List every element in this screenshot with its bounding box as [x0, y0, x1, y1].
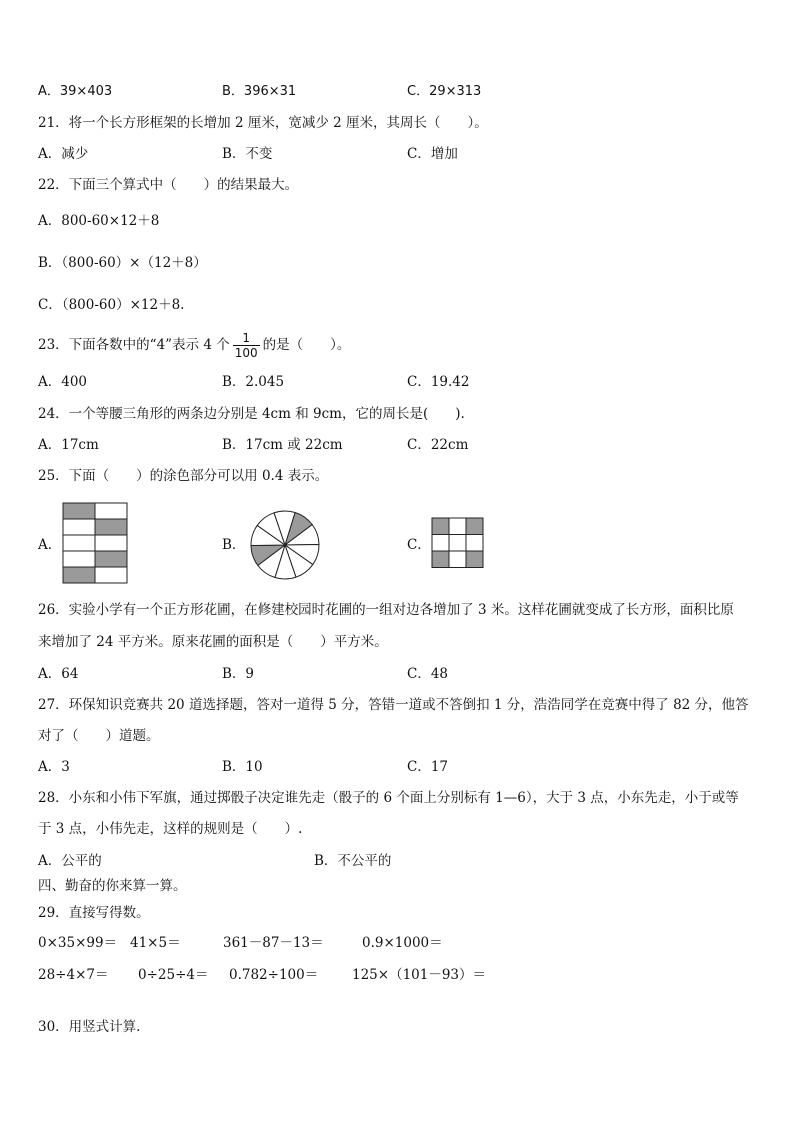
grid-a-cell	[63, 535, 95, 551]
q21-option-c: C．增加	[407, 146, 458, 162]
q29-r2-c4: 125×（101－93）＝	[352, 967, 487, 983]
q28-option-a: A．公平的	[38, 853, 102, 869]
q26-text-line1: 26．实验小学有一个正方形花圃，在修建校园时花圃的一组对边各增加了 3 米。这样花圃就变成了长方形，面积比原	[38, 602, 734, 618]
q28-text-line1: 28．小东和小伟下军旗，通过掷骰子决定谁先走（骰子的 6 个面上分别标有 1—6），大于 3 点，小东先走，小于或等	[38, 790, 739, 806]
q27-option-a: A．3	[38, 759, 70, 775]
q25-figure-c-grid	[431, 517, 485, 569]
q22-option-b: B．（800-60）×（12＋8）	[38, 255, 207, 271]
q23-option-b: B．2.045	[222, 374, 285, 390]
q28-text-line2: 于 3 点，小伟先走，这样的规则是（ ）.	[38, 821, 303, 837]
grid-a-cell	[95, 551, 127, 567]
q23-text	[38, 330, 350, 360]
grid-c-cell	[449, 518, 466, 535]
q25-figure-a-grid	[62, 502, 128, 584]
q23-fraction-numerator: 1	[242, 331, 251, 345]
q30-text: 30．用竖式计算.	[38, 1019, 141, 1035]
q24-option-a: A．17cm	[38, 437, 99, 453]
grid-c-cell	[466, 535, 483, 552]
q20-option-a: A．39×403	[38, 84, 113, 99]
q26-option-c: C．48	[407, 666, 449, 682]
grid-c-cell	[449, 535, 466, 552]
q26-text-line2: 来增加了 24 平方米。原来花圃的面积是（ ）平方米。	[38, 634, 388, 650]
grid-c-cell	[432, 518, 449, 535]
q23-fraction-denominator: 100	[234, 346, 258, 360]
q23-text-before: 23．下面各数中的“4”表示 4 个	[38, 337, 230, 353]
grid-a-cell	[63, 519, 95, 535]
q21-option-a: A．减少	[38, 146, 89, 162]
q25-option-b: B．	[222, 537, 246, 553]
q27-text-line1: 27．环保知识竞赛共 20 道选择题，答对一道得 5 分，答错一道或不答倒扣 1 分，浩浩同学在竞赛中得了 82 分，他答	[38, 697, 749, 713]
q22-text: 22．下面三个算式中（ ）的结果最大。	[38, 177, 299, 193]
grid-c-cell	[466, 518, 483, 535]
q28-option-b: B．不公平的	[314, 853, 392, 869]
grid-a-cell	[95, 503, 127, 519]
q29-r2-c1: 28÷4×7＝	[38, 967, 109, 983]
grid-a-cell	[95, 519, 127, 535]
q22-option-c: C．（800-60）×12＋8.	[38, 297, 185, 313]
grid-c-cell	[432, 535, 449, 552]
q27-option-c: C．17	[407, 759, 449, 775]
q21-option-b: B．不变	[222, 146, 273, 162]
q25-option-c: C．	[407, 537, 431, 553]
q27-text-line2: 对了（ ）道题。	[38, 728, 160, 744]
grid-c-cell	[466, 551, 483, 568]
q25-text: 25．下面（ ）的涂色部分可以用 0.4 表示。	[38, 468, 329, 484]
q23-option-a: A．400	[38, 374, 88, 390]
q26-option-b: B．9	[222, 666, 255, 682]
q29-text: 29．直接写得数。	[38, 905, 150, 921]
q23-fraction	[233, 331, 260, 360]
grid-a-cell	[95, 535, 127, 551]
q29-r1-c2: 41×5＝	[130, 935, 181, 951]
grid-c-cell	[432, 551, 449, 568]
q26-option-a: A．64	[38, 666, 79, 682]
q25-figure-b-circle	[249, 509, 321, 581]
q23-option-c: C．19.42	[407, 374, 470, 390]
q24-option-b: B．17cm 或 22cm	[222, 437, 343, 453]
section4-title: 四、勤奋的你来算一算。	[38, 878, 187, 894]
q29-r1-c1: 0×35×99＝	[38, 935, 118, 951]
q24-option-c: C．22cm	[407, 437, 469, 453]
q29-r1-c4: 0.9×1000＝	[362, 935, 443, 951]
q23-text-after: 的是（ ）。	[262, 337, 351, 353]
q25-option-a: A．	[38, 537, 62, 553]
q29-r1-c3: 361－87－13＝	[223, 935, 324, 951]
grid-c-cell	[449, 551, 466, 568]
q24-text: 24．一个等腰三角形的两条边分别是 4cm 和 9cm，它的周长是( ).	[38, 406, 465, 422]
q29-r2-c3: 0.782÷100＝	[229, 967, 319, 983]
grid-a-cell	[63, 567, 95, 583]
q20-option-c: C．29×313	[407, 84, 482, 99]
grid-a-cell	[63, 551, 95, 567]
q29-r2-c2: 0÷25÷4＝	[138, 967, 209, 983]
grid-a-cell	[95, 567, 127, 583]
grid-a-cell	[63, 503, 95, 519]
q21-text: 21．将一个长方形框架的长增加 2 厘米，宽减少 2 厘米，其周长（ ）。	[38, 115, 488, 131]
q20-option-b: B．396×31	[222, 84, 297, 99]
q27-option-b: B．10	[222, 759, 263, 775]
q22-option-a: A．800-60×12＋8	[38, 213, 160, 229]
